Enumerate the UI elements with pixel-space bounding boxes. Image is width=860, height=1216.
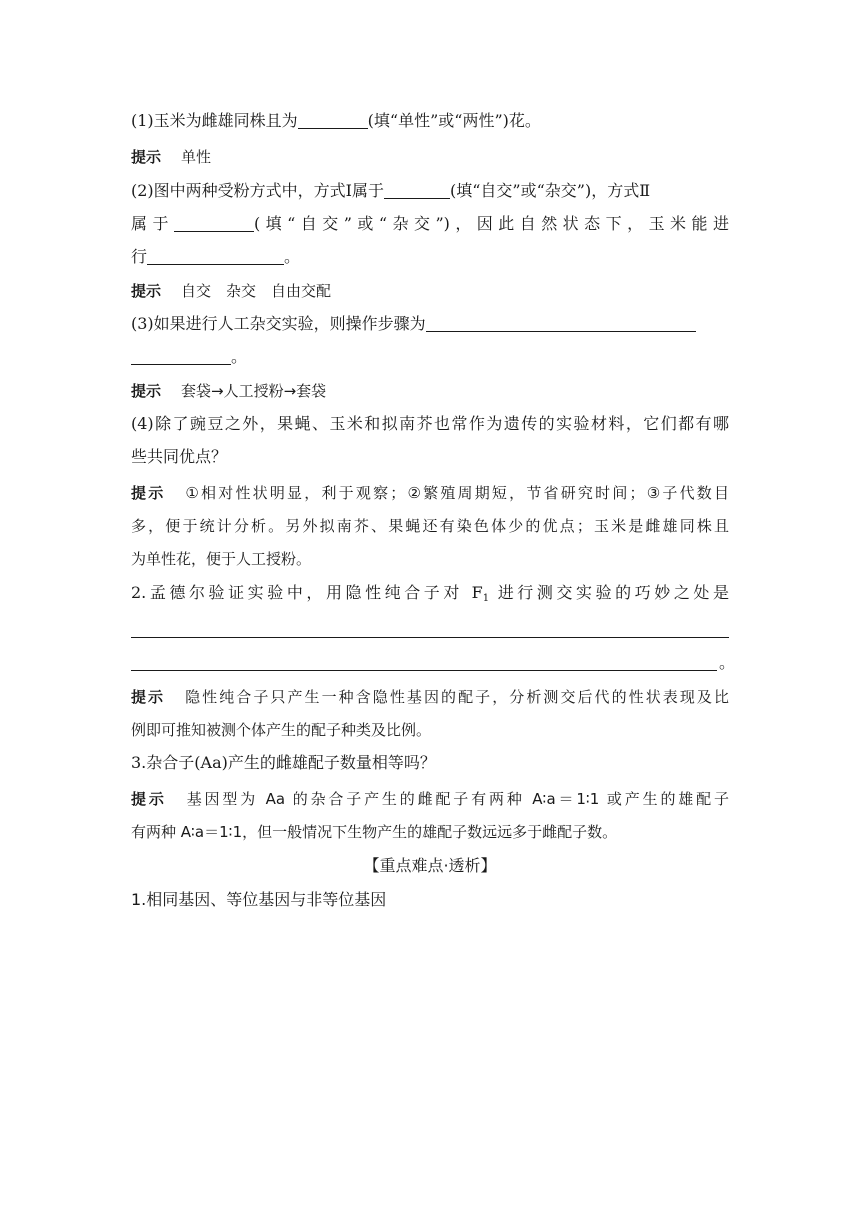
hint-label: 提示: [131, 484, 166, 502]
q4-text: (4)除了豌豆之外，果蝇、玉米和拟南芥也常作为遗传的实验材料，它们都有哪: [131, 414, 729, 433]
hint-label: 提示: [131, 790, 167, 808]
hint-text: 为单性花，便于人工授粉。: [131, 550, 312, 568]
hint-text: 例即可推知被测个体产生的配子种类及比例。: [131, 721, 432, 739]
subscript: 1: [482, 593, 490, 604]
q3-hint: [131, 380, 326, 402]
q2-answer-blank-2[interactable]: [174, 215, 254, 232]
item2-hint-line-2: [131, 719, 431, 741]
item2-end: [719, 652, 735, 674]
q4-line-2: [131, 446, 227, 468]
q3-text: (3)如果进行人工杂交实验，则操作步骤为: [131, 314, 426, 333]
item2-answer-blank-1[interactable]: [131, 637, 729, 638]
hint-text: 基因型为 Aa 的杂合子产生的雌配子有两种 A∶a＝1∶1 或产生的雄配子: [186, 790, 729, 808]
item2-answer-blank-2[interactable]: [131, 670, 717, 671]
hint-label: 提示: [131, 148, 162, 166]
hint-label: 提示: [131, 382, 162, 400]
q4-text: 些共同优点？: [131, 447, 228, 466]
hint-text: 隐性纯合子只产生一种含隐性基因的配子，分析测交后代的性状表现及比: [185, 688, 729, 706]
q2-text: 。: [284, 247, 301, 266]
q2-answer-blank-1[interactable]: [384, 182, 450, 199]
q2-text: 属于: [131, 214, 174, 233]
q2-line-1: [131, 180, 650, 202]
q3-answer-blank-1[interactable]: [426, 315, 696, 332]
q3-line-2: [131, 346, 247, 368]
q2-text: (填“自交”或“杂交”)，因此自然状态下，玉米能进: [253, 214, 729, 233]
item2-hint-line-1: [131, 686, 729, 708]
item3-hint-line-2: [131, 821, 617, 843]
q1-line: [131, 110, 541, 132]
item2-text: 2.孟德尔验证实验中，用隐性纯合子对 F: [131, 583, 483, 602]
subsection-text: 1.相同基因、等位基因与非等位基因: [131, 890, 387, 909]
hint-text: 单性: [181, 148, 212, 166]
q2-line-3: [131, 246, 300, 268]
q4-hint-line-3: [131, 548, 311, 570]
hint-label: 提示: [131, 282, 162, 300]
q3-text: 。: [231, 347, 248, 366]
q2-text: (填“自交”或“杂交”)，方式Ⅱ: [450, 181, 651, 200]
q1-text-after: (填“单性”或“两性”)花。: [367, 111, 541, 130]
hint-text: 套袋→人工授粉→套袋: [181, 382, 327, 400]
q1-text-before: (1)玉米为雌雄同株且为: [131, 111, 298, 130]
q1-answer-blank[interactable]: [298, 112, 368, 129]
subsection-heading: [131, 889, 386, 911]
hint-text: 有两种 A∶a＝1∶1，但一般情况下生物产生的雄配子数远远多于雌配子数。: [131, 823, 618, 841]
q3-answer-blank-2[interactable]: [131, 348, 231, 365]
item2-text: 进行测交实验的巧妙之处是: [489, 583, 729, 602]
q2-text: (2)图中两种受粉方式中，方式Ⅰ属于: [131, 181, 384, 200]
item3-line: [131, 752, 436, 774]
hint-label: 提示: [131, 688, 166, 706]
q2-hint: [131, 280, 331, 302]
q2-text: 行: [131, 247, 148, 266]
q2-line-2: [131, 213, 729, 235]
q4-hint-line-2: [131, 515, 729, 537]
q1-hint: [131, 146, 211, 168]
item3-hint-line-1: [131, 788, 729, 810]
section-title: [0, 855, 860, 877]
hint-text: 自交 杂交 自由交配: [181, 282, 332, 300]
q4-hint-line-1: [131, 482, 729, 504]
q4-line-1: [131, 413, 729, 435]
hint-text: 多，便于统计分析。另外拟南芥、果蝇还有染色体少的优点；玉米是雌雄同株且: [131, 517, 729, 535]
item3-text: 3.杂合子(Aa)产生的雌雄配子数量相等吗？: [131, 753, 436, 772]
item2-text: 。: [719, 653, 736, 672]
section-title-text: 【重点难点·透析】: [363, 856, 497, 875]
q3-line-1: [131, 313, 696, 335]
item2-line-1: [131, 582, 729, 610]
hint-text: ①相对性状明显，利于观察；②繁殖周期短，节省研究时间；③子代数目: [185, 484, 729, 502]
q2-answer-blank-3[interactable]: [147, 248, 284, 265]
